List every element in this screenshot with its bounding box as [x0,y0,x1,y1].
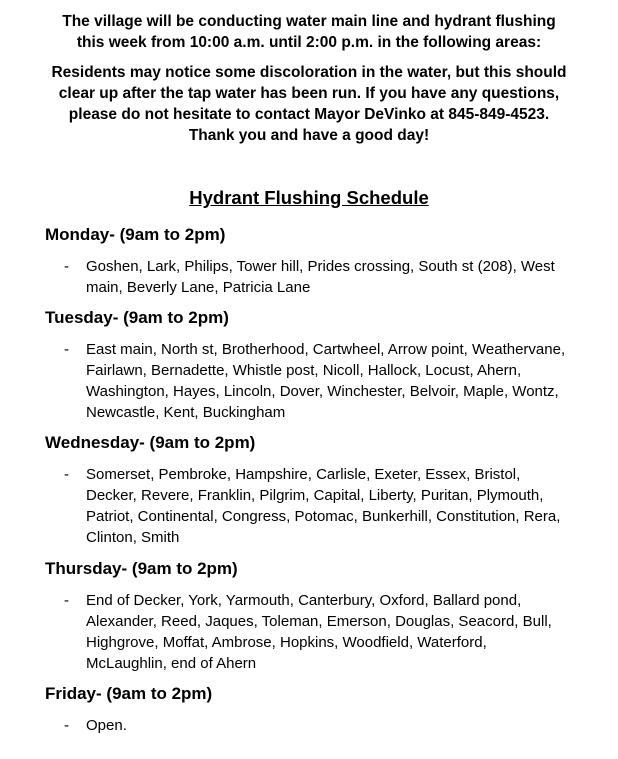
day-hours: (9am to 2pm) [127,559,238,578]
street-list-text: Somerset, Pembroke, Hampshire, Carlisle, Exeter, Essex, Bristol, Decker, Revere, Franklin, Pilgrim, Capital, Liberty, Puritan, Plymouth, Patriot, Continental, Congress, Potomac, Bunkerhill, Constitution, Rera, Clinton, Smith [86,466,561,546]
list-dash: - [64,592,69,609]
day-hours: (9am to 2pm) [101,684,213,703]
day-name: Monday- [45,225,115,244]
street-list-text: Open. [86,717,127,734]
notice-advice-line: Thank you and have a good day! [188,127,430,144]
day-name: Thursday- [45,559,128,578]
street-list [45,464,566,548]
notice-intro-line: The village will be conducting water main line and hydrant flushing [62,13,556,30]
notice-advice-line: please do not hesitate to contact Mayor DeVinko at 845-849-4523. [68,106,550,123]
day-heading [45,683,605,705]
day-tuesday [45,307,605,423]
notice-intro [0,11,618,53]
day-hours: (9am to 2pm) [118,308,229,327]
list-dash: - [64,341,69,358]
day-hours: (9am to 2pm) [144,433,256,452]
day-hours: (9am to 2pm) [114,225,226,244]
street-list-text: End of Decker, York, Yarmouth, Canterbury, Oxford, Ballard pond, Alexander, Reed, Jaques, Toleman, Emerson, Douglas, Seacord, Bull, Highgrove, Moffat, Ambrose, Hopkins, Woodfield, Waterford, McLaughlin, end of Ahern [86,592,552,672]
day-heading [45,307,605,329]
day-heading [45,558,605,580]
day-heading [45,224,605,246]
day-name: Friday- [45,684,102,703]
list-dash: - [64,717,69,734]
list-dash: - [64,258,69,275]
day-heading [45,432,605,454]
street-list [45,339,566,423]
street-list [45,590,566,674]
street-list [45,256,566,298]
day-friday [45,683,605,736]
schedule-title: Hydrant Flushing Schedule [189,187,429,208]
day-monday [45,224,605,298]
street-list-text: East main, North st, Brotherhood, Cartwheel, Arrow point, Weathervane, Fairlawn, Bernadette, Whistle post, Nicoll, Hallock, Locust, Ahern, Washington, Hayes, Lincoln, Dover, Winchester, Belvoir, Maple, Wontz, Newcastle, Kent, Buckingham [86,341,566,421]
notice-advice-line: clear up after the tap water has been run. If you have any questions, [58,85,560,102]
list-dash: - [64,466,69,483]
street-list [45,715,566,736]
street-list-text: Goshen, Lark, Philips, Tower hill, Prides crossing, South st (208), West main, Beverly Lane, Patricia Lane [86,258,555,296]
day-name: Wednesday- [45,433,145,452]
notice-advice-line: Residents may notice some discoloration in the water, but this should [51,64,567,81]
notice-intro-line: this week from 10:00 a.m. until 2:00 p.m. in the following areas: [76,34,542,51]
day-thursday [45,558,605,674]
notice-advice [0,62,618,146]
day-wednesday [45,432,605,548]
day-name: Tuesday- [45,308,119,327]
